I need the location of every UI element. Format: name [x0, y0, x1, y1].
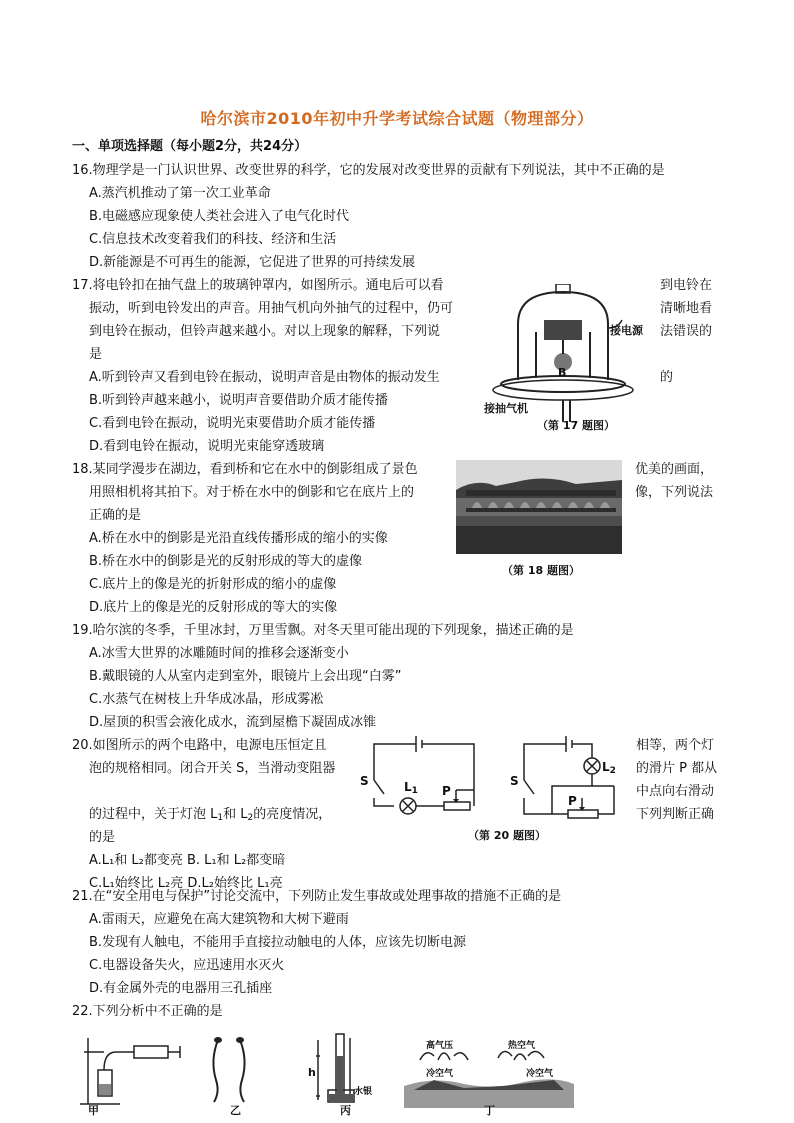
pump-label: 接抽气机 [484, 402, 528, 415]
q19-stem: 19.哈尔滨的冬季，千里冰封，万里雪飘。对冬天里可能出现的下列现象，描述正确的是 [72, 623, 574, 638]
q19-option-d: D.屋顶的积雪会液化成水，流到屋檐下凝固成冰锥 [89, 715, 377, 730]
syringe-apparatus-drawing [74, 1030, 184, 1108]
height-label: h [308, 1066, 316, 1079]
figure-ding-label: 丁 [484, 1104, 495, 1117]
figure-bing-label: 丙 [340, 1104, 351, 1117]
q18-stem-line2-right: 像，下列说法 [635, 485, 714, 500]
q17-stem-line1: 17.将电铃扣在抽气盘上的玻璃钟罩内，如图所示。通电后可以看 [72, 278, 444, 293]
q19-option-a: A.冰雪大世界的冰雕随时间的推移会逐渐变小 [89, 646, 349, 661]
q20-stem-line2: 泡的规格相同。闭合开关 S，当滑动变阻器 [89, 761, 336, 776]
figure-jia-label: 甲 [88, 1104, 99, 1117]
q18-option-a: A.桥在水中的倒影是光沿直线传播形成的缩小的实像 [89, 531, 388, 546]
bridge-photo-image [456, 460, 622, 554]
bell-jar-figure [478, 284, 658, 434]
q18-figure-caption: （第 18 题图） [502, 564, 580, 577]
q17-figure-caption: （第 17 题图） [537, 419, 615, 432]
q21-option-d: D.有金属外壳的电器用三孔插座 [89, 981, 273, 996]
bell-label: B [558, 366, 567, 379]
q18-option-c: C.底片上的像是光的折射形成的缩小的虚像 [89, 577, 337, 592]
q17-stem-line3-right: 法错误的 [660, 324, 713, 339]
q20-stem-line5: 的是 [89, 830, 116, 845]
q18-stem-line1-right: 优美的画面， [635, 462, 714, 477]
q18-stem-line2: 用照相机将其拍下。对于桥在水中的倒影和它在底片上的 [89, 485, 415, 500]
q17-option-d: D.看到电铃在振动，说明光束能穿透玻璃 [89, 439, 325, 454]
q20-figure-caption: （第 20 题图） [468, 829, 546, 842]
q19-option-c: C.水蒸气在树枝上升华成冰晶，形成雾凇 [89, 692, 324, 707]
q17-stem-line2: 振动，听到电铃发出的声音。用抽气机向外抽气的过程中，仍可 [89, 301, 454, 316]
q16-option-a: A.蒸汽机推动了第一次工业革命 [89, 186, 271, 201]
page-title: 哈尔滨市2010年初中升学考试综合试题（物理部分） [200, 109, 594, 128]
section-heading: 一、单项选择题（每小题2分，共24分） [72, 139, 308, 154]
q17-stem-line2-right: 清晰地看 [660, 301, 713, 316]
q20-stem-line4-right: 下列判断正确 [636, 807, 715, 822]
q21-option-a: A.雷雨天，应避免在高大建筑物和大树下避雨 [89, 912, 349, 927]
q20-stem-line1-right: 相等，两个灯 [636, 738, 715, 753]
q19-option-b: B.戴眼镜的人从室内走到室外，眼镜片上会出现“白雾” [89, 669, 402, 684]
q21-stem: 21.在“安全用电与保护”讨论交流中，下列防止发生事故或处理事故的措施不正确的是 [72, 889, 562, 904]
figure-yi [200, 1030, 260, 1116]
bridge-photo [456, 460, 622, 554]
slider-label-1: P [442, 784, 451, 798]
q20-options-cd: C.L₁始终比 L₂亮 D.L₂始终比 L₁亮 [89, 876, 283, 891]
lamp-label-2: $L_2$ [602, 760, 616, 776]
paper-strips-drawing [200, 1030, 260, 1108]
q17-stem-line3: 到电铃在振动，但铃声越来越小。对以上现象的解释，下列说 [89, 324, 441, 339]
mercury-label: 水银 [354, 1087, 373, 1097]
q18-stem-line1: 18.某同学漫步在湖边，看到桥和它在水中的倒影组成了景色 [72, 462, 418, 477]
power-label: 接电源 [610, 324, 643, 337]
cold-air-label-2: 冷空气 [526, 1069, 554, 1079]
cold-air-label: 冷空气 [426, 1069, 454, 1079]
q21-option-b: B.发现有人触电，不能用手直接拉动触电的人体，应该先切断电源 [89, 935, 467, 950]
q16-option-b: B.电磁感应现象使人类社会进入了电气化时代 [89, 209, 350, 224]
q16-option-c: C.信息技术改变着我们的科技、经济和生活 [89, 232, 337, 247]
circuit-diagrams [356, 732, 634, 824]
torricelli-tube-drawing [306, 1030, 386, 1108]
q22-stem: 22.下列分析中不正确的是 [72, 1004, 223, 1019]
q20-stem-line1: 20.如图所示的两个电路中，电源电压恒定且 [72, 738, 327, 753]
switch-label-1: S [360, 774, 369, 788]
circuit-figure [356, 732, 634, 824]
q17-option-a-right: 的 [660, 370, 674, 385]
high-pressure-label: 高气压 [426, 1041, 454, 1051]
q18-option-b: B.桥在水中的倒影是光的反射形成的等大的虚像 [89, 554, 363, 569]
q17-stem-line1-right: 到电铃在 [660, 278, 713, 293]
q16-stem: 16.物理学是一门认识世界、改变世界的科学，它的发展对改变世界的贡献有下列说法，其中不正确的是 [72, 163, 665, 178]
q21-option-c: C.电器设备失火，应迅速用水灭火 [89, 958, 285, 973]
figure-jia [74, 1030, 184, 1116]
q16-option-d: D.新能源是不可再生的能源，它促进了世界的可持续发展 [89, 255, 416, 270]
q20-stem-line3-right: 中点向右滑动 [636, 784, 715, 799]
q18-stem-line3: 正确的是 [89, 508, 142, 523]
q20-stem-line4: 的过程中，关于灯泡 $L_1$和 $L_2$的亮度情况， [89, 807, 332, 823]
figure-ding [404, 1030, 574, 1116]
figure-yi-label: 乙 [230, 1104, 241, 1117]
q17-option-a: A.听到铃声又看到电铃在振动，说明声音是由物体的振动发生 [89, 370, 440, 385]
q20-options-ab: A.L₁和 L₂都变亮 B. L₁和 L₂都变暗 [89, 853, 286, 868]
switch-label-2: S [510, 774, 519, 788]
hot-air-label: 热空气 [508, 1041, 536, 1051]
q18-option-d: D.底片上的像是光的反射形成的等大的实像 [89, 600, 338, 615]
q20-stem-line2-right: 的滑片 P 都从 [636, 761, 718, 776]
q17-option-b: B.听到铃声越来越小，说明声音要借助介质才能传播 [89, 393, 389, 408]
slider-label-2: P [568, 794, 577, 808]
q17-option-c: C.看到电铃在振动，说明光束要借助介质才能传播 [89, 416, 376, 431]
figure-bing [306, 1030, 386, 1116]
q17-stem-line4: 是 [89, 347, 103, 362]
lamp-label-1: $L_1$ [404, 780, 418, 796]
